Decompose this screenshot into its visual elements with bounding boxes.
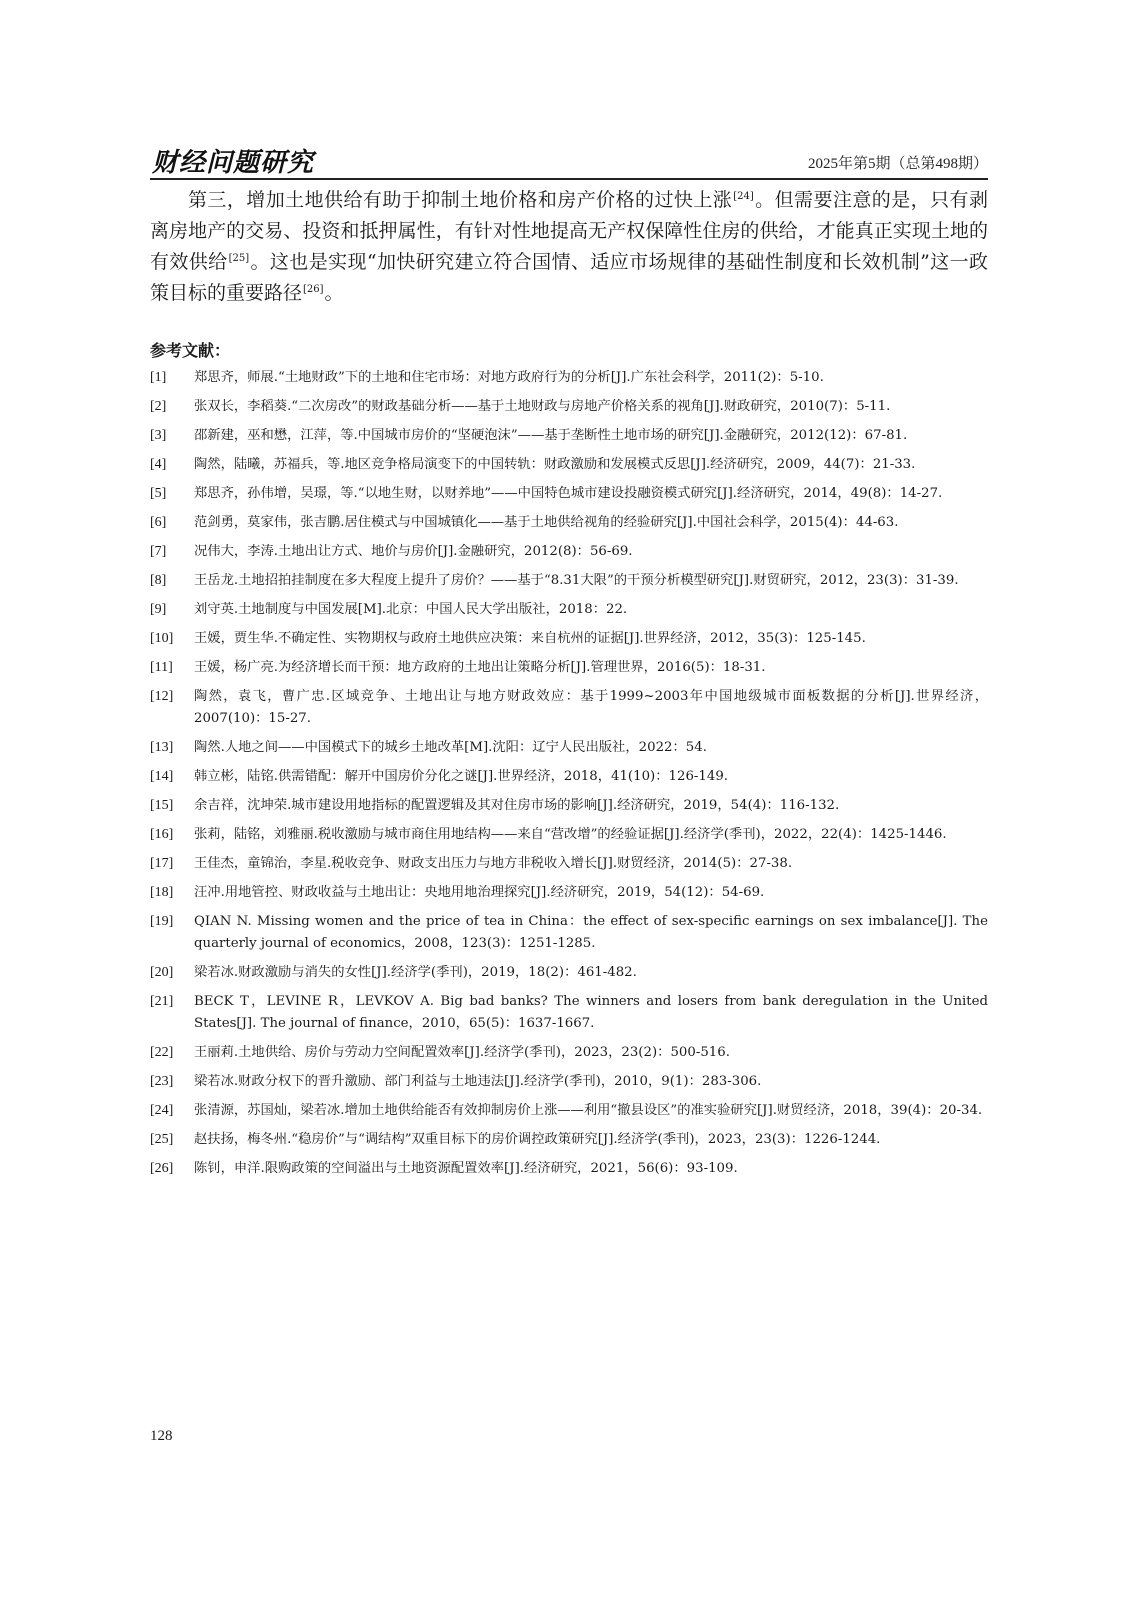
reference-text: 郑思齐，师展.“土地财政”下的土地和住宅市场：对地方政府行为的分析[J].广东社会科学，2011(2)：5-10.	[194, 370, 824, 385]
reference-number: [10]	[150, 631, 174, 646]
reference-text: BECK T，LEVINE R，LEVKOV A. Big bad banks? The winners and losers from bank deregulation in the United States[J]. The journal of finance，2010，65(5)：1637-1667.	[194, 994, 988, 1031]
reference-number: [17]	[150, 856, 174, 871]
reference-number: [15]	[150, 798, 174, 813]
references-heading: 参考文献：	[150, 341, 231, 360]
issue-info: 2025年第5期（总第498期）	[807, 156, 988, 172]
reference-text: 梁若冰.财政激励与消失的女性[J].经济学(季刊)，2019，18(2)：461-482.	[194, 965, 637, 980]
reference-number: [22]	[150, 1045, 174, 1060]
body-text-segment: 。但需要注意的是，只有剥离房地产的交易、投资和抵押属性，有针对性地提高无产权保障性住房的供给，才能真正实现土地的有效供给	[150, 189, 988, 273]
reference-text: QIAN N. Missing women and the price of tea in China：the effect of sex-specific earnings on sex imbalance[J]. The quarterly journal of economics，2008，123(3)：1251-1285.	[194, 914, 988, 951]
reference-item	[150, 882, 988, 904]
reference-number: [23]	[150, 1074, 174, 1089]
reference-text: 况伟大，李涛.土地出让方式、地价与房价[J].金融研究，2012(8)：56-69.	[194, 544, 633, 559]
reference-item	[150, 766, 988, 788]
reference-text: 韩立彬，陆铭.供需错配：解开中国房价分化之谜[J].世界经济，2018，41(10)：126-149.	[194, 769, 729, 784]
reference-item	[150, 657, 988, 679]
reference-number: [5]	[150, 486, 167, 501]
reference-item	[150, 570, 988, 592]
reference-text: 张双长，李稻葵.“二次房改”的财政基础分析——基于土地财政与房地产价格关系的视角[J].财政研究，2010(7)：5-11.	[194, 399, 891, 414]
reference-number: [26]	[150, 1161, 174, 1176]
reference-text: 陶然.人地之间——中国模式下的城乡土地改革[M].沈阳：辽宁人民出版社，2022：54.	[194, 740, 707, 755]
reference-text: 刘守英.土地制度与中国发展[M].北京：中国人民大学出版社，2018：22.	[194, 602, 628, 617]
reference-item	[150, 512, 988, 534]
reference-item	[150, 1129, 988, 1151]
reference-number: [2]	[150, 399, 167, 414]
journal-logo: 财经问题研究	[152, 148, 315, 178]
reference-text: 王媛，杨广亮.为经济增长而干预：地方政府的土地出让策略分析[J].管理世界，2016(5)：18-31.	[194, 660, 766, 675]
reference-item	[150, 824, 988, 846]
reference-number: [9]	[150, 602, 167, 617]
reference-item	[150, 962, 988, 984]
reference-number: [21]	[150, 994, 174, 1009]
reference-text: 王丽莉.土地供给、房价与劳动力空间配置效率[J].经济学(季刊)，2023，23(2)：500-516.	[194, 1045, 730, 1060]
reference-text: 赵扶扬，梅冬州.“稳房价”与“调结构”双重目标下的房价调控政策研究[J].经济学(季刊)，2023，23(3)：1226-1244.	[194, 1132, 881, 1147]
reference-number: [18]	[150, 885, 174, 900]
body-text-segment: 。这也是实现“加快研究建立符合国情、适应市场规律的基础性制度和长效机制”这一政策目标的重要路径	[150, 251, 988, 304]
citation-marker: [25]	[228, 252, 250, 264]
reference-text: 王佳杰，童锦治，李星.税收竞争、财政支出压力与地方非税收入增长[J].财贸经济，2014(5)：27-38.	[194, 856, 793, 871]
reference-item	[150, 1042, 988, 1064]
reference-number: [24]	[150, 1103, 174, 1118]
reference-number: [1]	[150, 370, 167, 385]
reference-text: 陶然，陆曦，苏福兵，等.地区竞争格局演变下的中国转轨：财政激励和发展模式反思[J].经济研究，2009，44(7)：21-33.	[194, 457, 916, 472]
citation-marker: [26]	[303, 283, 324, 295]
reference-text: 汪冲.用地管控、财政收益与土地出让：央地用地治理探究[J].经济研究，2019，54(12)：54-69.	[194, 885, 765, 900]
reference-number: [7]	[150, 544, 167, 559]
page-header	[150, 140, 988, 180]
reference-number: [3]	[150, 428, 167, 443]
reference-text: 王媛，贾生华.不确定性、实物期权与政府土地供应决策：来自杭州的证据[J].世界经济，2012，35(3)：125-145.	[194, 631, 866, 646]
reference-item	[150, 628, 988, 650]
reference-text: 范剑勇，莫家伟，张吉鹏.居住模式与中国城镇化——基于土地供给视角的经验研究[J].中国社会科学，2015(4)：44-63.	[194, 515, 899, 530]
reference-item	[150, 795, 988, 817]
reference-item	[150, 1100, 988, 1122]
reference-item	[150, 737, 988, 759]
body-text-segment: 第三，增加土地供给有助于抑制土地价格和房产价格的过快上涨	[188, 189, 733, 211]
reference-number: [11]	[150, 660, 173, 675]
page-number: 128	[150, 1428, 173, 1444]
reference-item	[150, 991, 988, 1035]
reference-item	[150, 911, 988, 955]
reference-text: 郑思齐，孙伟增，吴璟，等.“以地生财，以财养地”——中国特色城市建设投融资模式研究[J].经济研究，2014，49(8)：14-27.	[194, 486, 943, 501]
body-paragraph	[150, 185, 988, 309]
reference-list	[150, 367, 988, 1187]
reference-number: [19]	[150, 914, 174, 929]
reference-item	[150, 686, 988, 730]
reference-number: [25]	[150, 1132, 174, 1147]
reference-item	[150, 425, 988, 447]
reference-item	[150, 853, 988, 875]
reference-text: 王岳龙.土地招拍挂制度在多大程度上提升了房价？——基于“8.31大限”的干预分析模型研究[J].财贸研究，2012，23(3)：31-39.	[194, 573, 959, 588]
reference-number: [6]	[150, 515, 167, 530]
reference-item	[150, 1158, 988, 1180]
reference-number: [4]	[150, 457, 167, 472]
reference-text: 余吉祥，沈坤荣.城市建设用地指标的配置逻辑及其对住房市场的影响[J].经济研究，2019，54(4)：116-132.	[194, 798, 840, 813]
reference-text: 张莉，陆铭，刘雅丽.税收激励与城市商住用地结构——来自“营改增”的经验证据[J].经济学(季刊)，2022，22(4)：1425-1446.	[194, 827, 947, 842]
reference-number: [20]	[150, 965, 174, 980]
citation-marker: [24]	[733, 190, 754, 202]
reference-item	[150, 396, 988, 418]
reference-number: [12]	[150, 689, 174, 704]
reference-number: [14]	[150, 769, 174, 784]
body-text-segment: 。	[324, 282, 344, 304]
reference-text: 张清源，苏国灿，梁若冰.增加土地供给能否有效抑制房价上涨——利用“撤县设区”的准实验研究[J].财贸经济，2018，39(4)：20-34.	[194, 1103, 983, 1118]
reference-item	[150, 541, 988, 563]
reference-number: [13]	[150, 740, 174, 755]
reference-number: [8]	[150, 573, 167, 588]
reference-number: [16]	[150, 827, 174, 842]
reference-item	[150, 367, 988, 389]
reference-text: 陈钊，申洋.限购政策的空间溢出与土地资源配置效率[J].经济研究，2021，56(6)：93-109.	[194, 1161, 738, 1176]
reference-item	[150, 599, 988, 621]
reference-item	[150, 483, 988, 505]
reference-text: 邵新建，巫和懋，江萍，等.中国城市房价的“坚硬泡沫”——基于垄断性土地市场的研究[J].金融研究，2012(12)：67-81.	[194, 428, 908, 443]
reference-item	[150, 454, 988, 476]
reference-text: 陶然，袁飞，曹广忠.区域竞争、土地出让与地方财政效应：基于1999~2003年中国地级城市面板数据的分析[J].世界经济，2007(10)：15-27.	[194, 689, 988, 726]
reference-text: 梁若冰.财政分权下的晋升激励、部门利益与土地违法[J].经济学(季刊)，2010，9(1)：283-306.	[194, 1074, 762, 1089]
reference-item	[150, 1071, 988, 1093]
